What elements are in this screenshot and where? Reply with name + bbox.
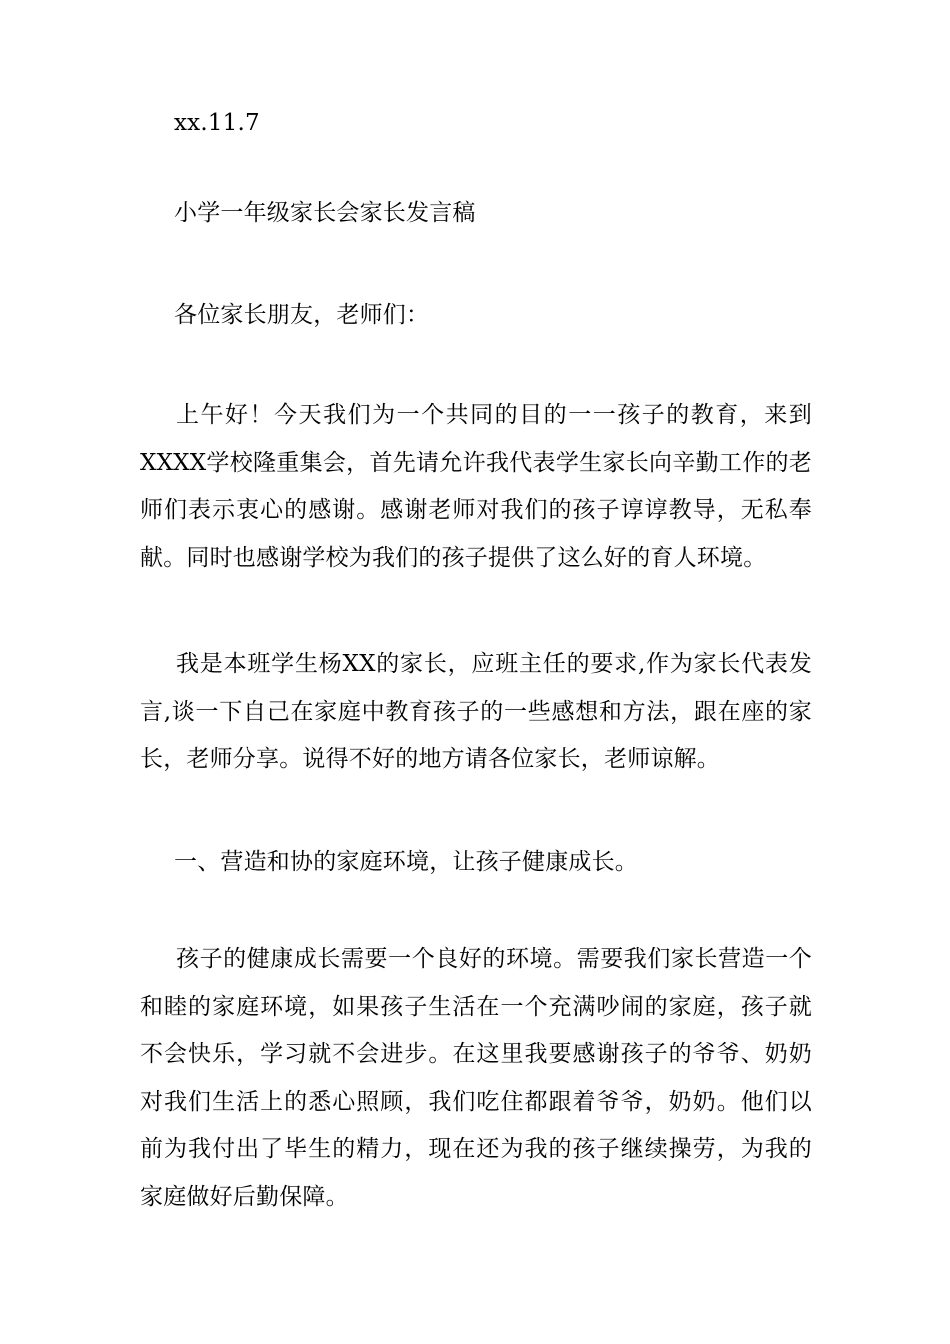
section-paragraph: 孩子的健康成长需要一个良好的环境。需要我们家长营造一个和睦的家庭环境，如果孩子生活在一个充满吵闹的家庭，孩子就不会快乐，学习就不会进步。在这里我要感谢孩子的爷爷、奶奶对我们生活上的悉心照顾，我们吃住都跟着爷爷，奶奶。他们以前为我付出了毕生的精力，现在还为我的孩子继续操劳，为我的家庭做好后勤保障。: [140, 946, 812, 1210]
section-heading: 一、营造和协的家庭环境，让孩子健康成长。: [174, 849, 638, 875]
paragraph-introduction: 我是本班学生杨XX的家长，应班主任的要求,作为家长代表发言,谈一下自己在家庭中教育孩子的一些感想和方法，跟在座的家长，老师分享。说得不好的地方请各位家长，老师谅解。: [140, 651, 812, 772]
paragraph-greeting: 上午好！今天我们为一个共同的目的一一孩子的教育，来到XXXX学校隆重集会，首先请允许我代表学生家长向辛勤工作的老师们表示衷心的感谢。感谢老师对我们的孩子谆谆教导，无私奉献。同时也感谢学校为我们的孩子提供了这么好的育人环境。: [140, 402, 812, 571]
document-date: xx.11.7: [174, 110, 260, 136]
salutation: 各位家长朋友，老师们：: [174, 302, 430, 328]
document-title: 小学一年级家长会家长发言稿: [174, 200, 476, 226]
